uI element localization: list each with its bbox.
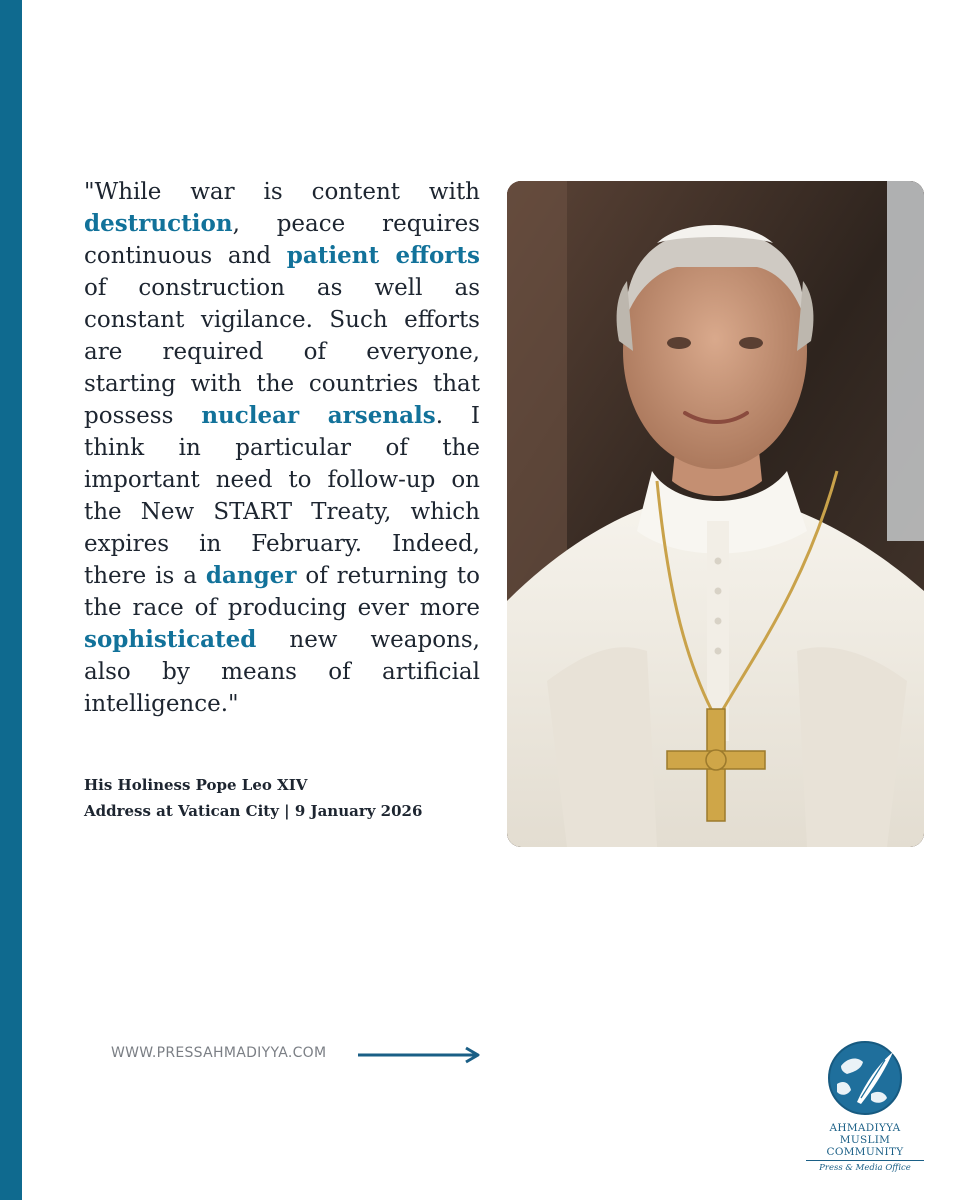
website-url[interactable]: WWW.PRESSAHMADIYYA.COM [111,1045,327,1061]
quote-text: "While war is content with destruction, peace requires continuous and patient efforts of construction as well as constant vigilance. Such efforts are required of everyone, starting with the countries that possess nuclear arsenals. I think in particular of the important need to follow-up on the New START Treaty, which expires in February. Indeed, there is a danger of returning to the race of producing ever more sophisticated new weapons, also by means of artificial intelligence." [84,179,480,717]
portrait-photo [507,181,924,847]
attribution [84,772,464,824]
quote-highlight: nuclear arsenals [201,402,436,429]
quote-highlight: danger [205,562,297,589]
event-details: Address at Vatican City | 9 January 2026 [84,802,423,820]
arrow-right-icon [358,1045,482,1065]
quote-highlight: patient efforts [286,242,480,269]
speaker-name: His Holiness Pope Leo XIV [84,776,308,794]
quote-highlight: sophisticated [84,626,257,653]
portrait-illustration [507,181,924,847]
organization-logo [800,1040,930,1180]
logo-line-1: AHMADIYYA [829,1122,901,1134]
logo-line-2: MUSLIM COMMUNITY [826,1134,904,1158]
logo-line-3: Press & Media Office [819,1163,911,1173]
quote-highlight: destruction [84,210,233,237]
logo-divider [806,1160,924,1161]
globe-logo-icon [827,1040,903,1116]
left-accent-bar [0,0,22,1200]
